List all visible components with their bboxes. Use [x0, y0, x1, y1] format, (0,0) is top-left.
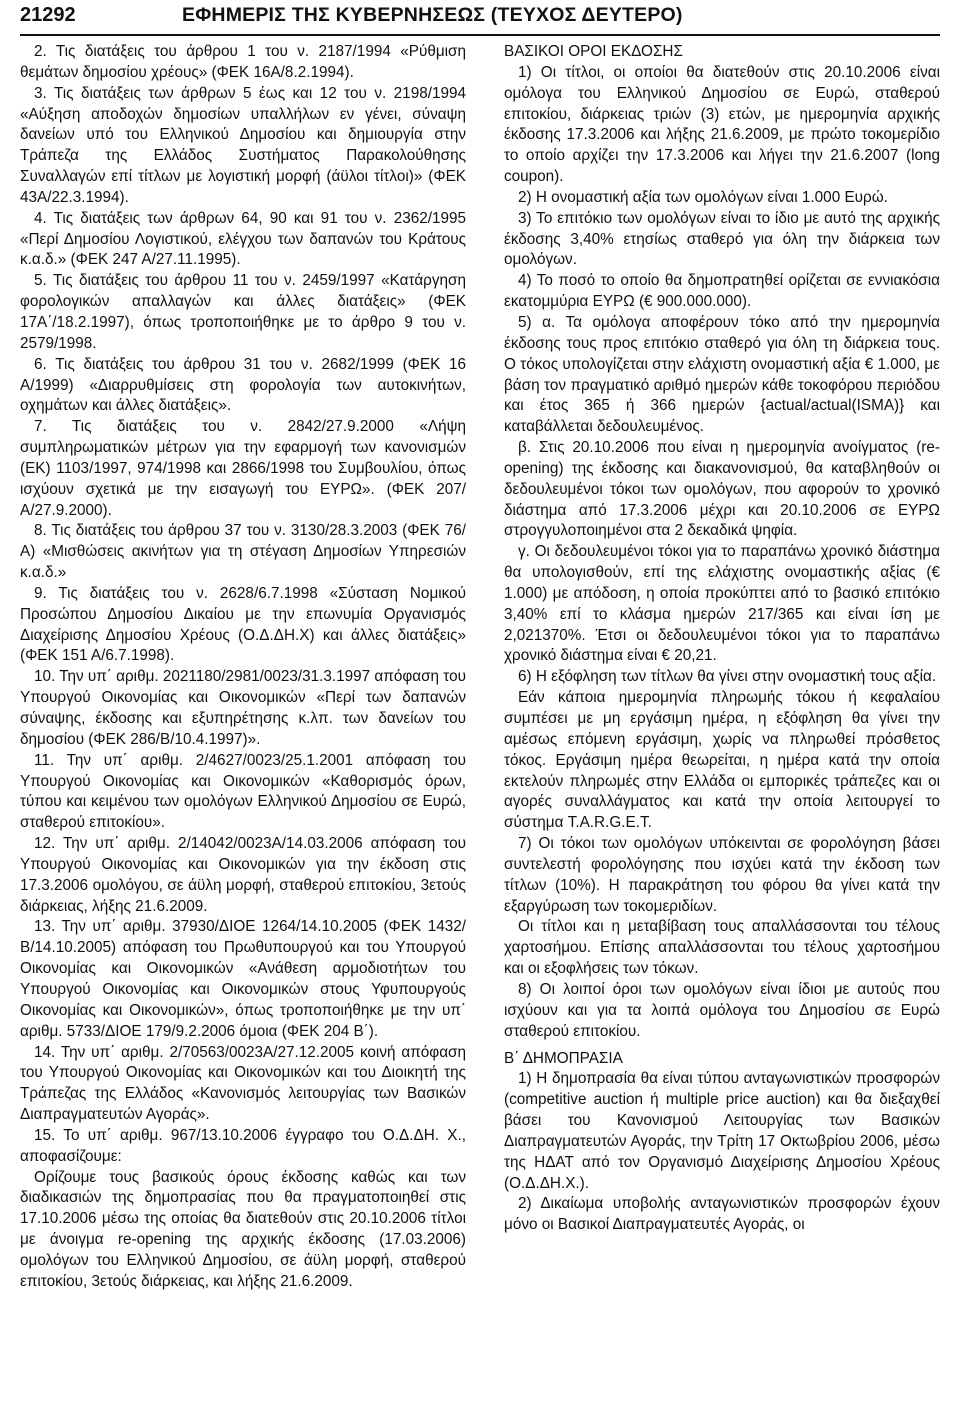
paragraph: 11. Την υπ΄ αριθμ. 2/4627/0023/25.1.2001 απόφαση του Υπουργού Οικονομίας και Οικονομικών «Καθορισμός όρων, τύπου και κειμένου των ομολόγων Ελληνικού Δημοσίου σε Ευρώ, σταθερού επιτοκίου».	[20, 751, 466, 832]
paragraph: 15. Το υπ΄ αριθμ. 967/13.10.2006 έγγραφο του Ο.Δ.ΔΗ. Χ., αποφασίζουμε:	[20, 1126, 466, 1165]
paragraph: 7. Τις διατάξεις του ν. 2842/27.9.2000 «Λήψη συμπληρωματικών μέτρων για την εφαρμογή των κανονισμών (ΕΚ) 1103/1997, 974/1998 και 2866/1998 του Συμβουλίου, όπως ισχύουν σχετικά με την εισαγωγή του ΕΥΡΩ». (ΦΕΚ 207/Α/27.9.2000).	[20, 418, 466, 519]
paragraph: 1) Οι τίτλοι, οι οποίοι θα διατεθούν στις 20.10.2006 είναι ομόλογα του Ελληνικού Δημοσίου σε Ευρώ, σταθερού επιτοκίου, διάρκειας τριών (3) ετών, με ημερομηνία αρχικής έκδοσης 17.3.2006 και λήξης 21.6.2009, με πρώτο τοκομερίδιο το οποίο αρχίζει την 17.3.2006 και λήγει την 21.6.2007 (long coupon).	[504, 63, 940, 186]
paragraph: 8) Οι λοιποί όροι των ομολόγων είναι ίδιοι με αυτούς που ισχύουν και για τα λοιπά ομόλογα του Δημοσίου σε Ευρώ σταθερού επιτοκίου.	[504, 980, 940, 1040]
paragraph: 6) Η εξόφληση των τίτλων θα γίνει στην ονομαστική τους αξία.	[518, 668, 937, 686]
paragraph: 3. Τις διατάξεις των άρθρων 5 έως και 12 του ν. 2198/1994 «Αύξηση αποδοχών δημοσίων υπαλλήλων εν γένει, σύναψη δανείων υπό του Ελληνικού Δημοσίου και δημιουργία στην Τράπεζα της Ελλάδος Συστήματος Παρακολούθησης Συναλλαγών επί τίτλων με λογιστική μορφή (άϋλοι τίτλοι)» (ΦΕΚ 43Α/22.3.1994).	[20, 84, 466, 206]
paragraph: 4. Τις διατάξεις των άρθρων 64, 90 και 91 του ν. 2362/1995 «Περί Δημοσίου Λογιστικού, ελέγχου των δαπανών του Κράτους κ.α.δ.» (ΦΕΚ 247 Α/27.11.1995).	[20, 209, 466, 269]
paragraph: 9. Τις διατάξεις του ν. 2628/6.7.1998 «Σύσταση Νομικού Προσώπου Δημοσίου Δικαίου με την επωνυμία Οργανισμός Διαχείρισης Δημοσίου Χρέους (Ο.Δ.ΔΗ.Χ) και άλλες διατάξεις» (ΦΕΚ 151 Α/6.7.1998).	[20, 584, 466, 665]
paragraph: 14. Την υπ΄ αριθμ. 2/70563/0023Α/27.12.2005 κοινή απόφαση του Υπουργού Οικονομίας και Οικονομικών και του Διοικητή της Τράπεζας της Ελλάδος «Κανονισμός λειτουργίας των Βασικών Διαπραγματευτών Αγοράς».	[20, 1043, 466, 1124]
header-rule	[20, 34, 940, 36]
right-column	[504, 42, 940, 1236]
paragraph: 5. Τις διατάξεις του άρθρου 11 του ν. 2459/1997 «Κατάργηση φορολογικών απαλλαγών και άλλες διατάξεις» (ΦΕΚ 17Α΄/18.2.1997), όπως τροποποιήθηκε με το άρθρο 9 του ν. 2579/1998.	[20, 272, 466, 352]
paragraph: 7) Οι τόκοι των ομολόγων υπόκεινται σε φορολόγηση βάσει συντελεστή φορολόγησης που ισχύει κατά την έκδοση των τίτλων (10%). Η παρακράτηση του φόρου θα γίνει κατά την εξαργύρωση των τοκομεριδίων.	[504, 835, 940, 915]
page-number: 21292	[20, 4, 76, 26]
section-heading-basic-terms: ΒΑΣΙΚΟΙ ΟΡΟΙ ΕΚΔΟΣΗΣ	[504, 43, 683, 60]
paragraph: 12. Την υπ΄ αριθμ. 2/14042/0023Α/14.03.2006 απόφαση του Υπουργού Οικονομίας και Οικονομικών για την έκδοση στις 17.3.2006 ομολόγου, σε άϋλη μορφή, σταθερού επιτοκίου, 3ετούς διάρκειας, λήξης 21.6.2009.	[20, 835, 466, 915]
paragraph: 3) Το επιτόκιο των ομολόγων είναι το ίδιο με αυτό της αρχικής έκδοσης 3,40% ετησίως σταθερό για όλη την διάρκεια των ομολόγων.	[504, 209, 940, 269]
left-column	[20, 42, 466, 1293]
paragraph: 13. Την υπ΄ αριθμ. 37930/ΔΙΟΕ 1264/14.10.2005 (ΦΕΚ 1432/Β/14.10.2005) απόφαση του Πρωθυπουργού και του Υπουργού Οικονομίας και Οικονομικών «Ανάθεση αρμοδιοτήτων του Υπουργού Οικονομίας και Οικονομικών στους Υφυπουργούς Οικονομίας και Οικονομικών», όπως τροποποιήθηκε με την υπ΄ αριθμ. 5733/ΔΙΟΕ 179/9.2.2006 όμοια (ΦΕΚ 204 Β΄).	[20, 918, 466, 1040]
paragraph: 2) Η ονομαστική αξία των ομολόγων είναι 1.000 Ευρώ.	[518, 188, 888, 206]
paragraph: Εάν κάποια ημερομηνία πληρωμής τόκου ή κεφαλαίου συμπέσει με μη εργάσιμη ημέρα, η εξόφληση θα γίνει την αμέσως επόμενη εργάσιμη, χωρίς να πληρωθεί πρόσθετος τόκος. Εργάσιμη ημέρα θεωρείται, η ημέρα κατά την οποία εκτελούν πληρωμές στην Ελλάδα οι εμπορικές τράπεζες και οι αγορές συναλλάγματος και κατά την οποία λειτουργεί το σύστημα T.A.R.G.E.T.	[504, 689, 940, 832]
paragraph: 1) Η δημοπρασία θα είναι τύπου ανταγωνιστικών προσφορών (competitive auction ή multiple price auction) και θα διεξαχθεί βάσει του Κανονισμού Λειτουργίας των Βασικών Διαπραγματευτών Αγοράς, την Τρίτη 17 Οκτωβρίου 2006, μέσω της ΗΔΑΤ από τον Οργανισμό Διαχείρισης Δημοσίου Χρέους (Ο.Δ.ΔΗ.Χ.).	[504, 1070, 940, 1192]
paragraph: 4) Το ποσό το οποίο θα δημοπρατηθεί ορίζεται σε εννιακόσια εκατομμύρια ΕΥΡΩ (€ 900.000.000).	[504, 272, 940, 311]
paragraph: 6. Τις διατάξεις του άρθρου 31 του ν. 2682/1999 (ΦΕΚ 16 Α/1999) «Διαρρυθμίσεις στη φορολογία των αυτοκινήτων, οχημάτων και άλλες διατάξεις».	[20, 355, 466, 415]
paragraph: β. Στις 20.10.2006 που είναι η ημερομηνία ανοίγματος (re-opening) της έκδοσης και διακανονισμού, θα καταβληθούν οι δεδουλευμένοι τόκοι των ομολόγων, που αφορούν το χρονικό διάστημα από 17.3.2006 μέχρι και 20.10.2006 σε ΕΥΡΩ στρογγυλοποιημένοι στα 2 δεκαδικά ψηφία.	[504, 439, 940, 540]
paragraph: Ορίζουμε τους βασικούς όρους έκδοσης καθώς και των διαδικασιών της δημοπρασίας που θα πραγματοποιηθεί στις 17.10.2006 μέσω της οποίας θα διατεθούν στις 20.10.2006 τίτλοι με άνοιγμα re-opening της αρχικής έκδοσης (17.03.2006) ομολόγων του Ελληνικού Δημοσίου, σε άϋλη μορφή, σταθερού επιτοκίου, 3ετούς διάρκειας, και λήξης 21.6.2009.	[20, 1168, 466, 1290]
paragraph: γ. Οι δεδουλευμένοι τόκοι για το παραπάνω χρονικό διάστημα θα υπολογισθούν, επί της ελάχιστης ονομαστικής αξίας (€ 1.000) με απόδοση, η οποία προκύπτει από το βασικό επιτόκιο 3,40% επί το κλάσμα ημερών 217/365 και είναι ίση με 2,021370%. Έτσι οι δεδουλευμένοι τόκοι για το παραπάνω χρονικό διάστημα είναι € 20,21.	[504, 543, 940, 665]
paragraph: Οι τίτλοι και η μεταβίβαση τους απαλλάσσονται του τέλους χαρτοσήμου. Επίσης απαλλάσσονται του τέλους χαρτοσήμου και οι εξοφλήσεις των τόκων.	[504, 918, 940, 978]
gazette-title: ΕΦΗΜΕΡΙΣ ΤΗΣ ΚΥΒΕΡΝΗΣΕΩΣ (ΤΕΥΧΟΣ ΔΕΥΤΕΡΟ)	[182, 4, 683, 26]
paragraph: 2. Τις διατάξεις του άρθρου 1 του ν. 2187/1994 «Ρύθμιση θεμάτων δημοσίου χρέους» (ΦΕΚ 16Α/8.2.1994).	[20, 43, 466, 81]
paragraph: 8. Τις διατάξεις του άρθρου 37 του ν. 3130/28.3.2003 (ΦΕΚ 76/Α) «Μισθώσεις ακινήτων για τη στέγαση Δημοσίων Υπηρεσιών κ.α.δ.»	[20, 522, 466, 582]
paragraph: 10. Την υπ΄ αριθμ. 2021180/2981/0023/31.3.1997 απόφαση του Υπουργού Οικονομίας και Οικονομικών «Περί των δαπανών σύναψης, έκδοσης και εξυπηρέτησης κ.λπ. των δανείων του δημοσίου (ΦΕΚ 286/Β/10.4.1997)».	[20, 668, 466, 748]
paragraph: 5) α. Τα ομόλογα αποφέρουν τόκο από την ημερομηνία έκδοσης τους προς επιτόκιο σταθερό για όλη τη διάρκεια τους. Ο τόκος υπολογίζεται στην ελάχιστη ονομαστική αξία € 1.000, με βάση τον πραγματικό αριθμό ημερών κάθε τοκοφόρου περιόδου και έτος 365 ή 366 ημερών {actual/actual(ISMA)} και καταβάλλεται δεδουλευμένος.	[504, 313, 940, 436]
section-heading-auction: Β΄ ΔΗΜΟΠΡΑΣΙΑ	[504, 1049, 623, 1067]
paragraph: 2) Δικαίωμα υποβολής ανταγωνιστικών προσφορών έχουν μόνο οι Βασικοί Διαπραγματευτές Αγοράς, οι	[504, 1195, 940, 1234]
